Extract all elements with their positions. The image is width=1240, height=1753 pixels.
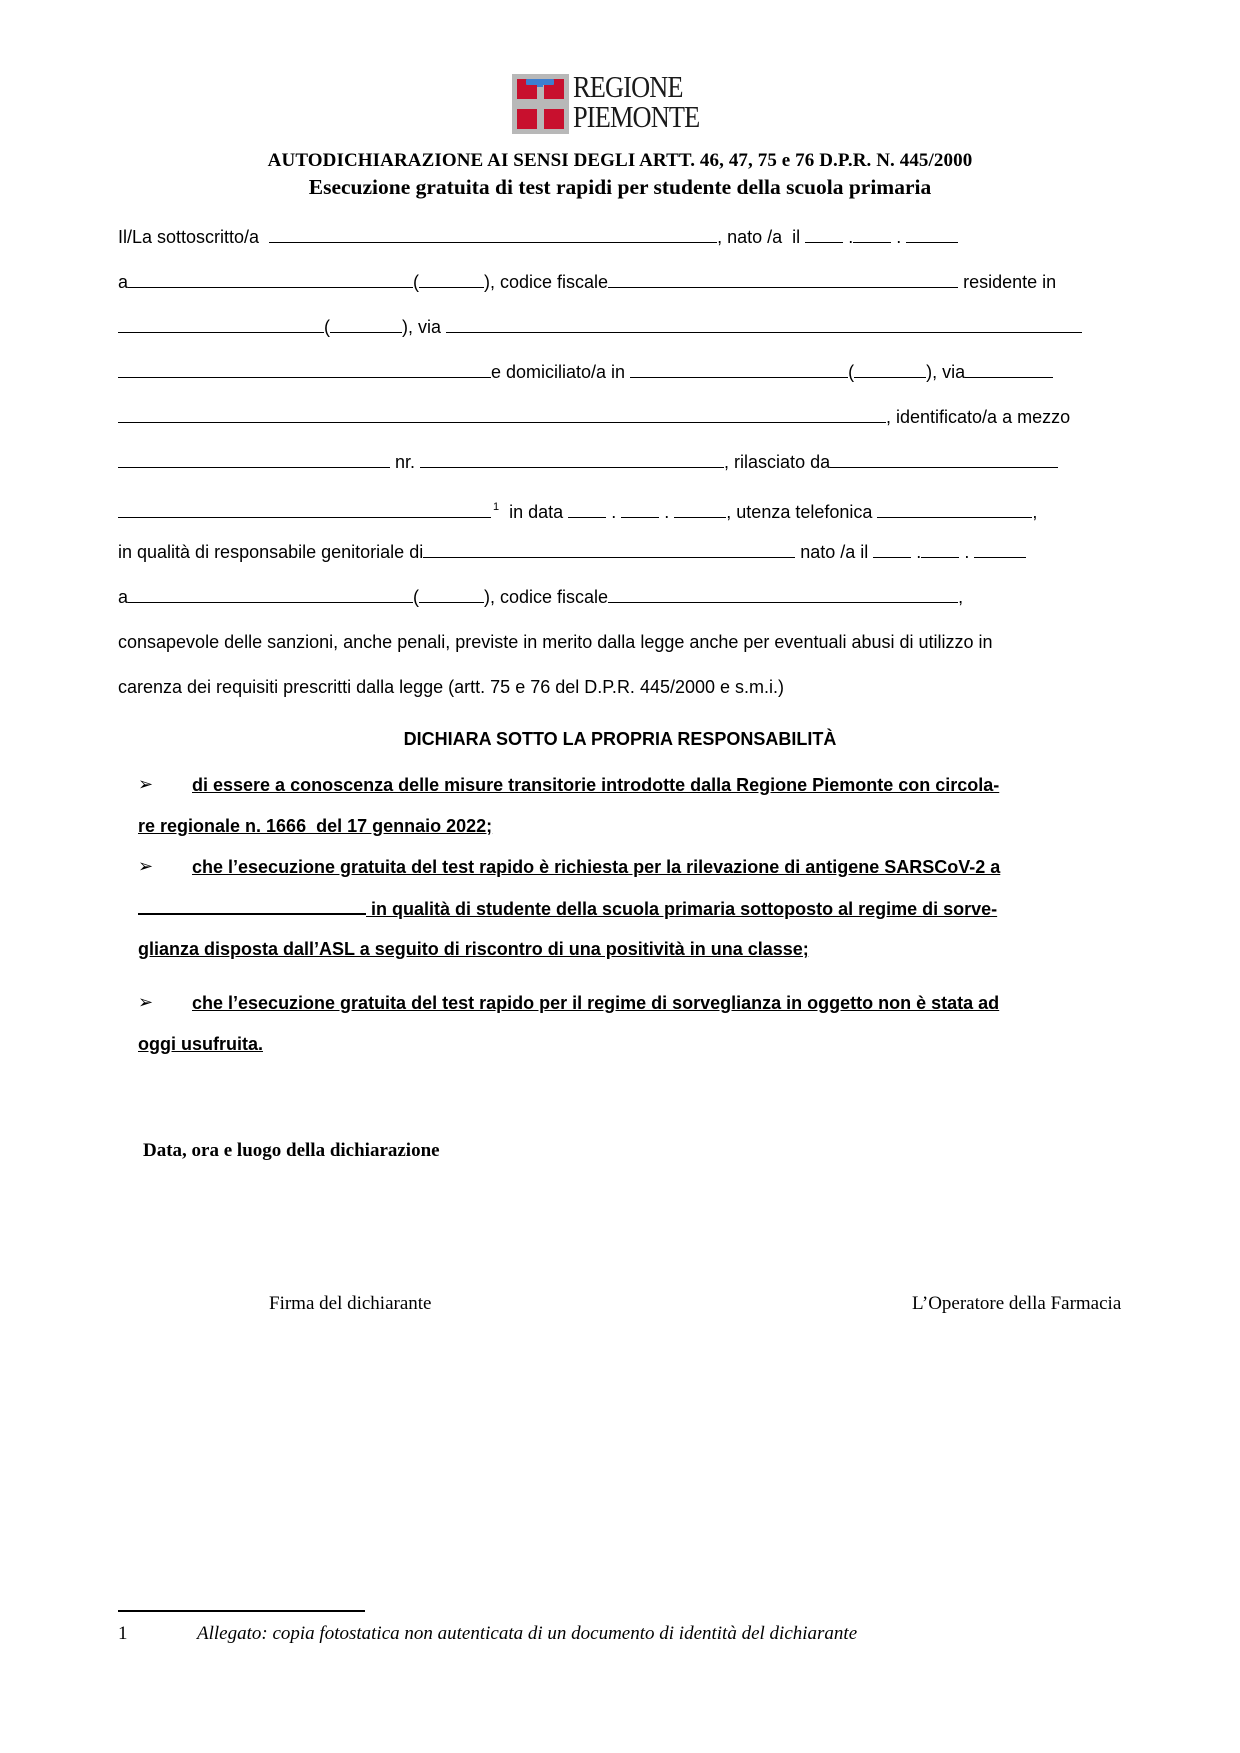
- paren-open: (: [413, 272, 420, 292]
- residence-province-field[interactable]: [330, 316, 402, 333]
- child-birth-province-field[interactable]: [419, 586, 484, 603]
- label-via: ), via: [926, 362, 966, 382]
- dot-sep: .: [664, 502, 670, 522]
- child-tax-code-field[interactable]: [608, 586, 958, 603]
- dot-sep: .: [916, 542, 922, 562]
- awareness-text-line-1: consapevole delle sanzioni, anche penali, previste in merito dalla legge anche per eventuali abusi di utilizzo in: [118, 632, 993, 652]
- dot-sep: .: [611, 502, 617, 522]
- regione-piemonte-logo: [512, 69, 712, 136]
- student-name-field[interactable]: [138, 897, 366, 915]
- issued-by-cont-field[interactable]: [118, 501, 491, 518]
- dot-sep: .: [964, 542, 970, 562]
- label-codice-fiscale: ), codice fiscale: [484, 272, 609, 292]
- comma: ,: [958, 587, 964, 607]
- residence-city-field[interactable]: [118, 316, 324, 333]
- birth-day-field[interactable]: [805, 226, 843, 243]
- paren-open: (: [324, 317, 330, 337]
- footnote-number: 1: [118, 1623, 128, 1644]
- form-line-birthplace: [118, 271, 1056, 293]
- domicile-city-field[interactable]: [630, 361, 848, 378]
- date-place-label: Data, ora e luogo della dichiarazione: [143, 1140, 440, 1161]
- logo-line-2: PIEMONTE: [573, 99, 700, 134]
- issue-year-field[interactable]: [674, 501, 726, 518]
- declaration-item-2-line-1: che l’esecuzione gratuita del test rapido è richiesta per la rilevazione di antigene SARSCoV-2 a: [192, 857, 1001, 877]
- footnote-separator: [118, 1610, 365, 1612]
- declaration-item-1-line-1: di essere a conoscenza delle misure transitorie introdotte dalla Regione Piemonte con circola-: [192, 775, 1000, 795]
- declaration-item-2-line-3: glianza disposta dall’ASL a seguito di riscontro di una positività in una classe;: [138, 939, 809, 959]
- phone-field[interactable]: [877, 501, 1032, 518]
- issue-month-field[interactable]: [621, 501, 659, 518]
- declarant-name-field[interactable]: [269, 226, 717, 243]
- residence-street-field[interactable]: [446, 316, 1082, 333]
- paren-open: (: [413, 587, 420, 607]
- declaration-item-2-line-2: [138, 897, 997, 920]
- declaration-item-3-line-2: oggi usufruita.: [138, 1034, 263, 1054]
- document-number-field[interactable]: [420, 451, 724, 468]
- domicile-street-cont-field[interactable]: [118, 406, 886, 423]
- issued-by-field[interactable]: [830, 451, 1058, 468]
- child-birth-year-field[interactable]: [974, 541, 1026, 558]
- arrowhead-bullet-icon: ➢: [138, 992, 154, 1013]
- document-type-field[interactable]: [118, 451, 390, 468]
- declaration-item-3-line-1: che l’esecuzione gratuita del test rapido per il regime di sorveglianza in oggetto non è stata ad: [192, 993, 1000, 1013]
- form-line-residence: [118, 316, 1082, 338]
- child-birth-day-field[interactable]: [873, 541, 911, 558]
- logo-line-1: REGIONE: [573, 69, 683, 104]
- document-title: AUTODICHIARAZIONE AI SENSI DEGLI ARTT. 46, 47, 75 e 76 D.P.R. N. 445/2000: [267, 150, 973, 171]
- label-a: a: [118, 272, 129, 292]
- child-birth-month-field[interactable]: [921, 541, 959, 558]
- label-nato: , nato /a il: [717, 227, 801, 247]
- piemonte-crest-icon: [512, 74, 569, 134]
- crown-icon: [526, 79, 554, 85]
- label-identificato: , identificato/a a mezzo: [886, 407, 1071, 427]
- label-responsabile: in qualità di responsabile genitoriale di: [118, 542, 424, 562]
- declaration-heading: DICHIARA SOTTO LA PROPRIA RESPONSABILITÀ: [403, 729, 837, 749]
- label-domiciliato: e domiciliato/a in: [491, 362, 626, 382]
- declaration-item-2-line-2-text: in qualità di studente della scuola primaria sottoposto al regime di sorve-: [366, 899, 998, 919]
- birth-year-field[interactable]: [906, 226, 958, 243]
- label-rilasciato: , rilasciato da: [724, 452, 831, 472]
- birth-province-field[interactable]: [419, 271, 484, 288]
- paren-open: (: [848, 362, 855, 382]
- arrowhead-bullet-icon: ➢: [138, 774, 154, 795]
- label-via: ), via: [402, 317, 442, 337]
- dot-sep: .: [896, 227, 902, 247]
- label-sottoscritto: Il/La sottoscritto/a: [118, 227, 260, 247]
- label-child-nato: nato /a il: [800, 542, 869, 562]
- birth-month-field[interactable]: [853, 226, 891, 243]
- birthplace-field[interactable]: [128, 271, 413, 288]
- comma: ,: [1032, 502, 1038, 522]
- document-subtitle: Esecuzione gratuita di test rapidi per studente della scuola primaria: [308, 175, 932, 199]
- child-birthplace-field[interactable]: [128, 586, 413, 603]
- domicile-province-field[interactable]: [854, 361, 926, 378]
- label-nr: nr.: [395, 452, 416, 472]
- label-a: a: [118, 587, 129, 607]
- label-utenza: , utenza telefonica: [726, 502, 873, 522]
- form-line-child: [118, 541, 1026, 563]
- pharmacy-operator-label: L’Operatore della Farmacia: [912, 1293, 1122, 1314]
- footnote-text: Allegato: copia fotostatica non autenticata di un documento di identità del dichiarante: [197, 1623, 858, 1644]
- tax-code-field[interactable]: [608, 271, 958, 288]
- form-line-domicile: [118, 361, 1053, 383]
- label-in-data: in data: [509, 502, 564, 522]
- form-line-identified: [118, 406, 1070, 428]
- label-codice-fiscale: ), codice fiscale: [484, 587, 609, 607]
- residence-street-cont-field[interactable]: [118, 361, 491, 378]
- domicile-street-field[interactable]: [965, 361, 1053, 378]
- label-residente: residente in: [963, 272, 1057, 292]
- child-name-field[interactable]: [423, 541, 795, 558]
- form-line-document: [118, 451, 1058, 473]
- declaration-item-1-line-2: re regionale n. 1666 del 17 gennaio 2022;: [138, 816, 493, 836]
- awareness-text-line-2: carenza dei requisiti prescritti dalla legge (artt. 75 e 76 del D.P.R. 445/2000 e s.m.i.): [118, 677, 785, 697]
- issue-day-field[interactable]: [568, 501, 606, 518]
- logo-wordmark: [573, 69, 700, 134]
- form-line-issue-date: [118, 496, 1037, 523]
- form-line-child-birthplace: [118, 586, 963, 608]
- form-line-declarant-name: [118, 226, 958, 248]
- footnote-reference: 1: [493, 501, 500, 513]
- declarant-signature-label: Firma del dichiarante: [269, 1293, 432, 1314]
- dot-sep: .: [848, 227, 854, 247]
- arrowhead-bullet-icon: ➢: [138, 856, 154, 877]
